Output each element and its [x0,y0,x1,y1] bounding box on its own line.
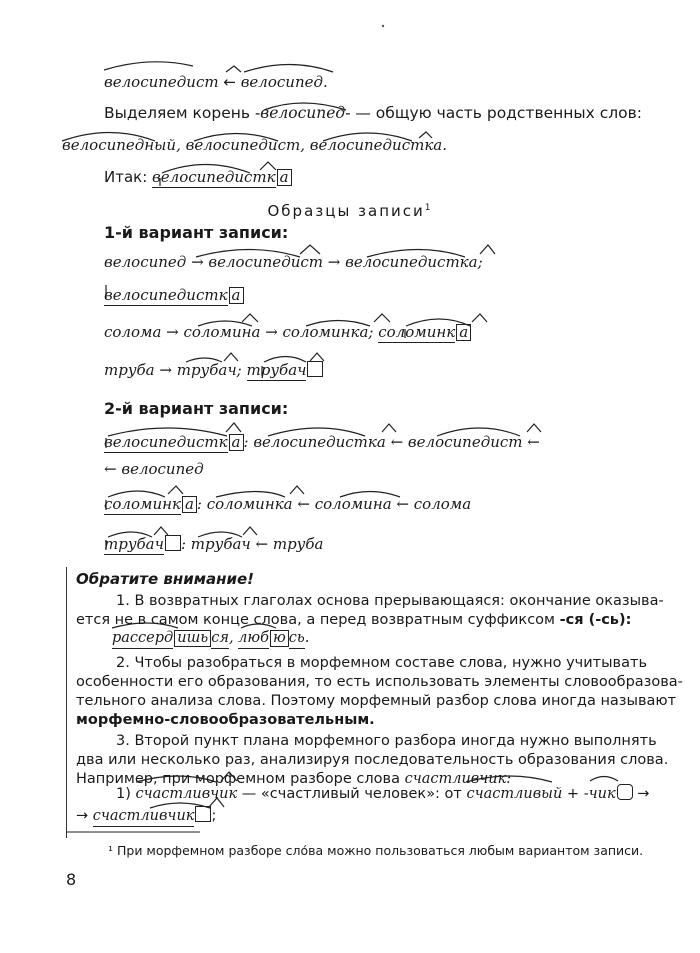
intro-line [104,103,642,123]
top-line-arrow: ← [218,73,241,91]
ex-word: счастливчик [135,786,238,802]
variant2-row3-null-ending [165,535,181,551]
intro-root: -велосипед- [254,104,351,122]
variant1-row4-null-ending [307,361,323,377]
top-line-word2: велосипед. [240,73,328,91]
sep3: . [442,136,448,154]
samples-title-text: Образцы записи [267,202,425,220]
ex-gloss: — «счастливый человек»: от [237,786,467,802]
note-p2-line3: тельного анализа слова. Поэтому морфемный разбор слова иногда называют [76,693,677,709]
examples-line [62,135,447,155]
variant1-row3-stem: соломинк [378,323,456,341]
variant2-row1-stem: велосипедистк [104,433,228,451]
page-number: 8 [66,870,77,889]
variant2-row1b: ← велосипед [104,460,204,478]
variant1-row4-chain: труба → трубач; [104,361,247,379]
variant1-row4-stem: трубач [246,361,307,379]
example-word2: велосипедист [185,136,301,154]
note-p1-suffix: -ся (-сь): [559,612,632,628]
note-p1-line2 [76,611,631,630]
variant2-row1-ending: а [229,434,244,451]
variant2-row1-chain: : велосипедистка ← велосипедист ← [243,433,540,451]
ex2-arrow: → [76,808,93,824]
note-ex1-stem: рассерд [112,629,173,649]
variant1-row1: велосипед → велосипедист → велосипедистка; [104,253,483,271]
itak-line [104,167,292,188]
ex-arrow: → [632,786,650,802]
note-p3-line1: 3. Второй пункт плана морфемного разбора иногда нужно выполнять [116,733,657,749]
itak-stem: велосипедистк [152,168,276,186]
itak-ending: а [277,169,292,186]
intro-rest: — общую часть родственных слов: [350,104,643,122]
sep2: , [300,136,310,154]
note-p2-line4: морфемно-словообразовательным. [76,712,375,728]
variant2-row1 [104,432,540,453]
variant2-row2-ending: а [182,496,197,513]
variant2-row2-chain: : соломинка ← соломина ← солома [196,495,472,513]
note-p3-line2: два или несколько раз, анализируя последовательность образования слова. [76,752,669,768]
note-ex1-suffix: ся [211,629,229,649]
note-p3-line3-text: Например, при морфемном разборе слова [76,771,405,787]
variant2-row3 [104,534,323,555]
ex-plus: + [562,786,584,802]
variant1-heading: 1-й вариант записи: [104,223,289,242]
footnote: ¹ При морфемном разборе сло́ва можно пользоваться любым вариантом записи. [108,843,644,858]
note-p2-line2: особенности его образования, то есть использовать элементы словообразова- [76,674,683,690]
variant2-row3-stem: трубач [104,535,164,553]
ex-null-ending [617,784,633,800]
note-p1-examples: рассерд ишь ся, люб ю сь. [112,629,309,649]
note-p1-line1: 1. В возвратных глаголах основа прерывающаяся: окончание оказыва- [116,593,664,609]
top-line-word1: велосипедист [104,73,219,91]
sep1: , [176,136,186,154]
ex2-null-ending [195,806,211,822]
note-p1-line2-text: ется не в самом конце слова, а перед возвратным суффиксом [76,612,560,628]
variant1-row2 [104,285,244,306]
note-ex2-suffix: сь [289,629,305,649]
note-example-line2 [76,806,216,827]
example-word1: велосипедный [62,136,177,154]
variant1-row2-ending: а [229,287,244,304]
ex-num: 1) [116,786,136,802]
note-ex1-ending: ишь [174,630,211,647]
example-word3: велосипедистка [309,136,443,154]
note-ex2-ending: ю [270,630,289,647]
ex2-stem: счастливчик [93,807,195,827]
itak-label: Итак: [104,168,153,186]
top-line [104,72,328,92]
variant2-row3-chain: : трубач ← труба [180,535,324,553]
variant1-row3-ending: а [456,324,471,341]
intro-text: Выделяем корень [104,104,255,122]
variant2-row2 [104,494,471,515]
variant1-row2-stem: велосипедистк [104,286,228,304]
note-title: Обратите внимание! [76,570,255,588]
variant2-heading: 2-й вариант записи: [104,399,289,418]
note-p3-word: счастливчик: [404,771,512,787]
variant1-row3-chain: солома → соломина → соломинка; [104,323,379,341]
ex-source: счастливый [466,786,563,802]
note-p2-line1: 2. Чтобы разобраться в морфемном составе слова, нужно учитывать [116,655,647,671]
variant1-row4 [104,360,323,381]
variant2-row2-stem: соломинк [104,495,181,513]
ex2-end: ; [211,808,217,824]
ex-suffix: -чик [583,786,616,802]
variant1-row3 [104,322,471,343]
note-ex2-stem: люб [238,629,269,649]
note-example-line1 [116,784,649,804]
samples-title [0,198,700,221]
samples-title-sup: 1 [424,203,433,213]
